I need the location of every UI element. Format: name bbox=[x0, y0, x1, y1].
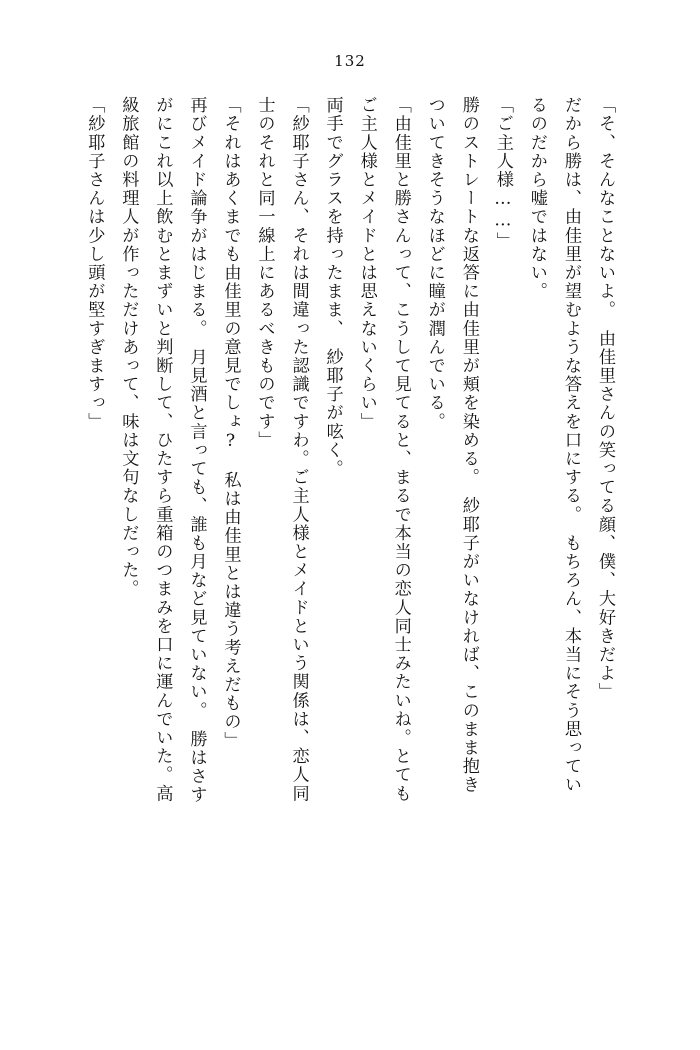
text-line: 両手でグラスを持ったまま、 紗耶子が呟く。 bbox=[322, 96, 343, 478]
text-line: 勝のストレートな返答に由佳里が頬を染める。 紗耶子がいなければ、このまま抱き bbox=[458, 96, 479, 795]
text-line: 「紗耶子さん、それは間違った認識ですわ。ご主人様とメイドという関係は、恋人同 bbox=[288, 96, 309, 803]
text-line: だから勝は、由佳里が望むような答えを口にする。 もちろん、本当にそう思ってい bbox=[560, 96, 581, 795]
text-line: 級旅館の料理人が作っただけあって、味は文句なしだった。 bbox=[118, 96, 139, 599]
text-line: 「そ、そんなことないよ。 由佳里さんの笑ってる顔、僕、大好きだよ」 bbox=[595, 96, 615, 702]
text-line: ご主人様とメイドとは思えないくらい」 bbox=[356, 96, 377, 431]
text-line: るのだから嘘ではない。 bbox=[526, 96, 547, 301]
vertical-text-body bbox=[82, 96, 622, 976]
text-line: 「それはあくまでも由佳里の意見でしょ? 私は由佳里とは違う考えだもの」 bbox=[220, 96, 241, 750]
text-line: 「紗耶子さんは少し頭が堅すぎますっ」 bbox=[84, 96, 105, 431]
text-line: 再びメイド論争がはじまる。 月見酒と言っても、誰も月など見ていない。 勝はさす bbox=[186, 96, 207, 805]
text-line: 士のそれと同一線上にあるべきものです」 bbox=[254, 96, 275, 450]
text-line: 「由佳里と勝さんって、こうして見てると、まるで本当の恋人同士みたいね。とても bbox=[390, 96, 411, 803]
text-line: がにこれ以上飲むとまずいと判断して、ひたすら重箱のつまみを口に運んでいた。高 bbox=[152, 96, 173, 803]
text-line: ついてきそうなほどに瞳が潤んでいる。 bbox=[424, 96, 445, 431]
page-number: 132 bbox=[334, 52, 366, 70]
text-line: 「ご主人様……」 bbox=[492, 96, 513, 251]
